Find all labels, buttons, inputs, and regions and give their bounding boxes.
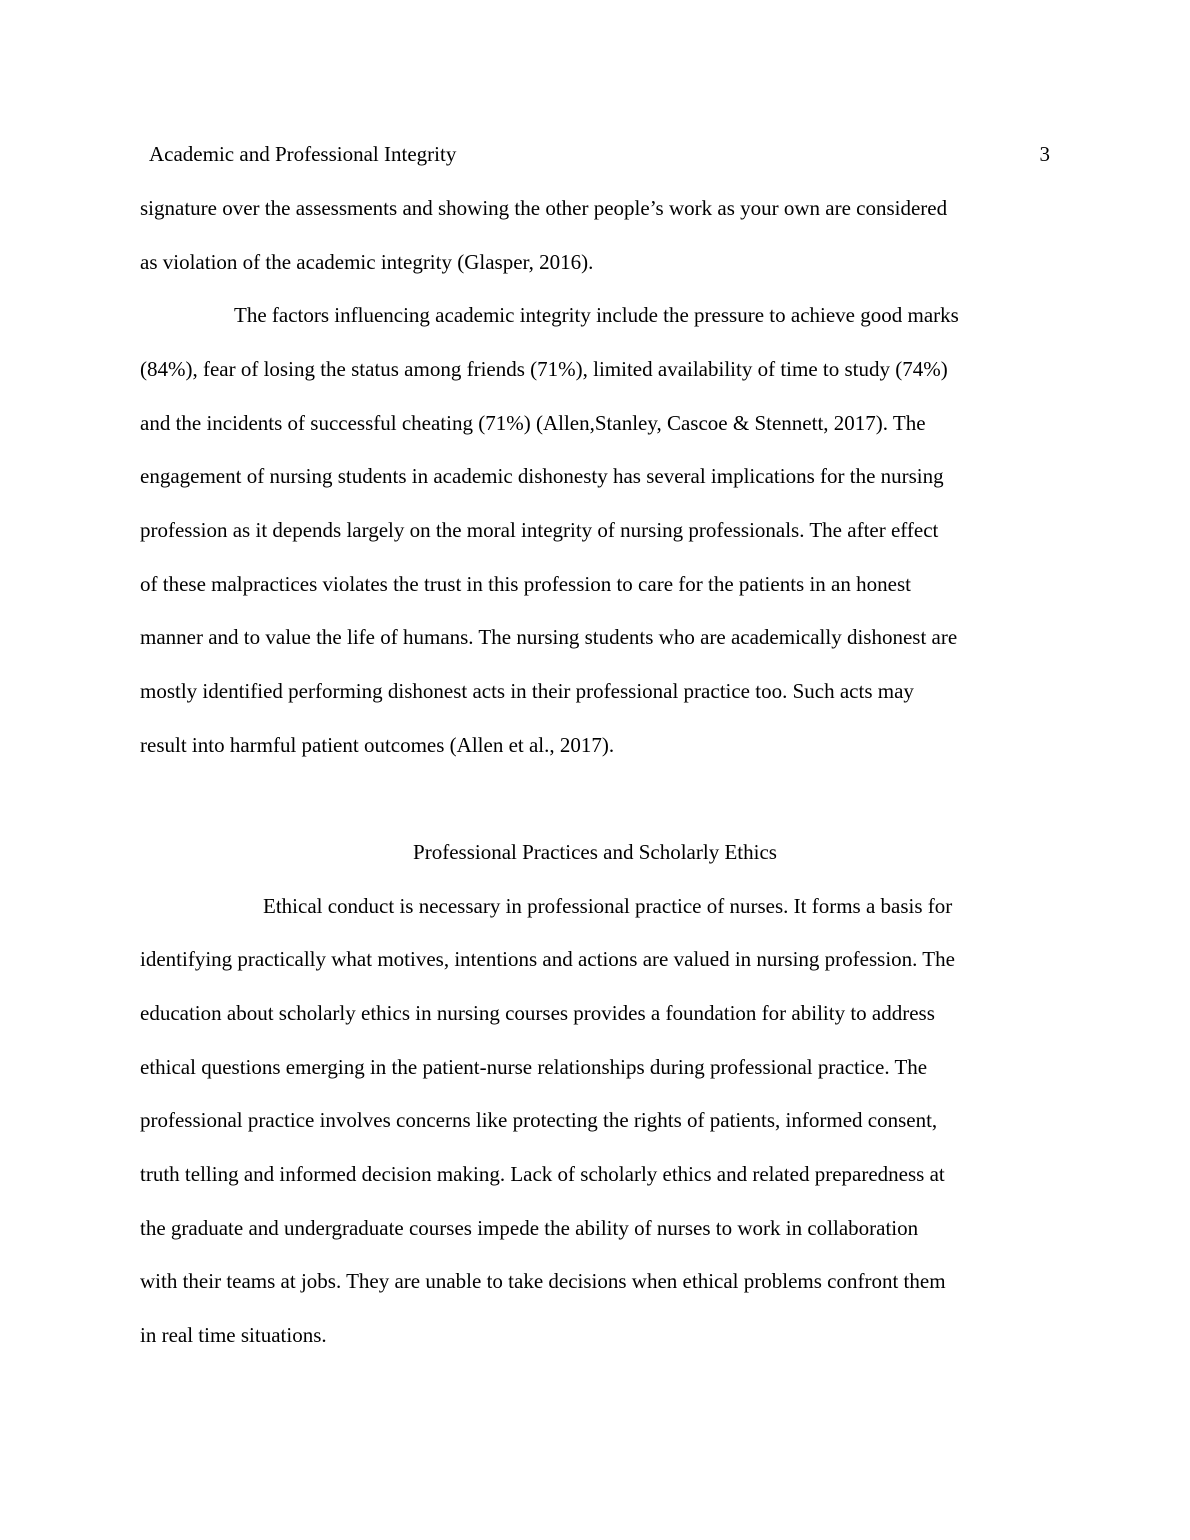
body-line: and the incidents of successful cheating (71%) (Allen,Stanley, Cascoe & Stennett, 2017). The	[140, 411, 926, 435]
body-line: of these malpractices violates the trust in this profession to care for the patients in an honest	[140, 572, 911, 596]
body-line: mostly identified performing dishonest acts in their professional practice too. Such acts may	[140, 679, 914, 703]
body-line: result into harmful patient outcomes (Allen et al., 2017).	[140, 733, 615, 757]
body-line: engagement of nursing students in academic dishonesty has several implications for the nursing	[140, 464, 944, 488]
paragraph-first-line: Ethical conduct is necessary in professional practice of nurses. It forms a basis for	[263, 894, 953, 918]
body-line: in real time situations.	[140, 1323, 327, 1347]
body-line: truth telling and informed decision making. Lack of scholarly ethics and related preparedness at	[140, 1162, 945, 1186]
body-line: signature over the assessments and showing the other people’s work as your own are considered	[140, 196, 948, 220]
paragraph-first-line: The factors influencing academic integrity include the pressure to achieve good marks	[234, 303, 959, 327]
body-line: (84%), fear of losing the status among friends (71%), limited availability of time to study (74%)	[140, 357, 948, 381]
running-head: Academic and Professional Integrity	[149, 142, 457, 166]
body-line: identifying practically what motives, intentions and actions are valued in nursing profession. The	[140, 947, 955, 971]
body-line: education about scholarly ethics in nursing courses provides a foundation for ability to address	[140, 1001, 935, 1025]
body-line: professional practice involves concerns like protecting the rights of patients, informed consent,	[140, 1108, 938, 1132]
body-line: manner and to value the life of humans. The nursing students who are academically dishonest are	[140, 625, 958, 649]
body-line: ethical questions emerging in the patient-nurse relationships during professional practice. The	[140, 1055, 928, 1079]
body-line: as violation of the academic integrity (Glasper, 2016).	[140, 250, 594, 274]
page-number: 3	[1039, 142, 1050, 166]
section-heading: Professional Practices and Scholarly Ethics	[413, 840, 777, 864]
body-line: the graduate and undergraduate courses impede the ability of nurses to work in collaboration	[140, 1216, 919, 1240]
body-line: profession as it depends largely on the moral integrity of nursing professionals. The after effect	[140, 518, 939, 542]
body-line: with their teams at jobs. They are unable to take decisions when ethical problems confront them	[140, 1269, 946, 1293]
